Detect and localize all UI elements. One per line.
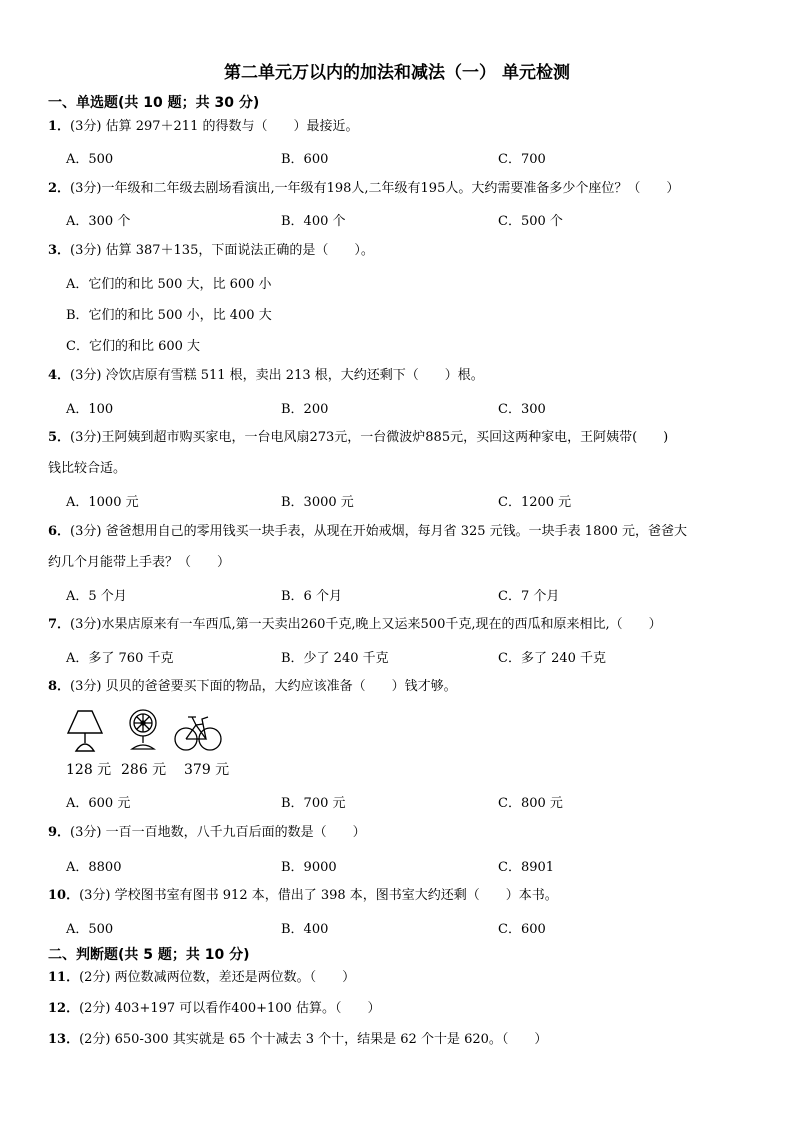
page-title: 第二单元万以内的加法和减法（一） 单元检测 bbox=[224, 63, 570, 83]
question-number: 6． bbox=[48, 524, 71, 539]
question-text: (2分) 两位数减两位数，差还是两位数。（ ） bbox=[79, 970, 356, 985]
question-8-items-figure bbox=[66, 707, 246, 781]
option-c[interactable]: C．多了 240 千克 bbox=[498, 651, 607, 666]
question-text: (3分) 一百一百地数，八千九百后面的数是（ ） bbox=[70, 825, 366, 840]
price-fan: 286 元 bbox=[121, 762, 167, 778]
option-c[interactable]: C．700 bbox=[498, 152, 546, 167]
question-number: 8． bbox=[48, 679, 71, 694]
question-number: 10． bbox=[48, 888, 80, 903]
question-number: 5． bbox=[48, 430, 71, 445]
question-text: (3分) 冷饮店原有雪糕 511 根，卖出 213 根，大约还剩下（ ）根。 bbox=[70, 368, 484, 383]
question-number: 2． bbox=[48, 181, 71, 196]
question-4 bbox=[48, 360, 758, 391]
option-c[interactable]: C．7 个月 bbox=[498, 589, 560, 604]
option-b[interactable]: B．少了 240 千克 bbox=[281, 651, 389, 666]
option-b[interactable]: B．3000 元 bbox=[281, 495, 354, 510]
fan-icon bbox=[130, 710, 156, 749]
option-b[interactable]: B．600 bbox=[281, 152, 329, 167]
question-3-option-a[interactable]: A．它们的和比 500 大，比 600 小 bbox=[66, 277, 272, 292]
option-a[interactable]: A．600 元 bbox=[66, 796, 131, 811]
question-number: 9． bbox=[48, 825, 71, 840]
question-2-options bbox=[66, 210, 746, 232]
option-a[interactable]: A．500 bbox=[66, 152, 114, 167]
question-number: 12． bbox=[48, 1001, 80, 1016]
question-1-options bbox=[66, 148, 746, 170]
question-9 bbox=[48, 817, 758, 848]
question-9-options bbox=[66, 856, 746, 878]
bicycle-icon bbox=[175, 717, 221, 750]
question-text: (3分)王阿姨到超市购买家电，一台电风扇273元，一台微波炉885元，买回这两种家电，王阿姨带( ) bbox=[70, 430, 669, 445]
question-6-options bbox=[66, 585, 746, 607]
question-text: (3分)一年级和二年级去剧场看演出,一年级有198人,二年级有195人。大约需要准备多少个座位？（ ） bbox=[70, 181, 680, 196]
question-1 bbox=[48, 111, 758, 142]
question-5-options bbox=[66, 491, 746, 513]
question-6 bbox=[48, 516, 758, 547]
question-6-continued: 约几个月能带上手表？（ ） bbox=[48, 555, 231, 570]
question-2 bbox=[48, 173, 758, 204]
option-a[interactable]: A．300 个 bbox=[66, 214, 131, 229]
section-true-false-heading: 二、判断题(共 5 题；共 10 分) bbox=[48, 947, 250, 963]
question-text: (3分) 贝贝的爸爸要买下面的物品，大约应该准备（ ）钱才够。 bbox=[70, 679, 457, 694]
question-number: 3． bbox=[48, 243, 71, 258]
question-text: (3分) 学校图书室有图书 912 本，借出了 398 本，图书室大约还剩（ ）本书。 bbox=[79, 888, 558, 903]
question-number: 7． bbox=[48, 617, 71, 632]
question-text: (3分)水果店原来有一车西瓜,第一天卖出260千克,晚上又运来500千克,现在的西瓜和原来相比,（ ） bbox=[70, 617, 662, 632]
question-8 bbox=[48, 671, 758, 702]
question-3 bbox=[48, 235, 758, 266]
option-a[interactable]: A．8800 bbox=[66, 860, 122, 875]
option-b[interactable]: B．9000 bbox=[281, 860, 337, 875]
question-text: (3分) 估算 297＋211 的得数与（ ）最接近。 bbox=[70, 119, 359, 134]
price-lamp: 128 元 bbox=[66, 762, 112, 778]
question-12 bbox=[48, 993, 758, 1024]
option-a[interactable]: A．1000 元 bbox=[66, 495, 139, 510]
option-a[interactable]: A．多了 760 千克 bbox=[66, 651, 174, 666]
price-bicycle: 379 元 bbox=[184, 762, 230, 778]
question-5 bbox=[48, 422, 758, 453]
question-4-options bbox=[66, 398, 746, 420]
question-number: 1． bbox=[48, 119, 71, 134]
lamp-icon bbox=[68, 711, 102, 751]
option-b[interactable]: B．700 元 bbox=[281, 796, 346, 811]
option-b[interactable]: B．400 bbox=[281, 922, 329, 937]
option-c[interactable]: C．1200 元 bbox=[498, 495, 572, 510]
question-text: (3分) 爸爸想用自己的零用钱买一块手表，从现在开始戒烟，每月省 325 元钱。一块手表 1800 元，爸爸大 bbox=[70, 524, 688, 539]
question-10-options bbox=[66, 918, 746, 940]
option-c[interactable]: C．800 元 bbox=[498, 796, 563, 811]
question-number: 11． bbox=[48, 970, 80, 985]
option-b[interactable]: B．6 个月 bbox=[281, 589, 342, 604]
question-3-option-b[interactable]: B．它们的和比 500 小，比 400 大 bbox=[66, 308, 272, 323]
question-7 bbox=[48, 609, 758, 640]
option-a[interactable]: A．100 bbox=[66, 402, 114, 417]
option-c[interactable]: C．500 个 bbox=[498, 214, 563, 229]
question-7-options bbox=[66, 647, 746, 669]
option-b[interactable]: B．400 个 bbox=[281, 214, 346, 229]
question-text: (2分) 403+197 可以看作400+100 估算。（ ） bbox=[79, 1001, 381, 1016]
question-10 bbox=[48, 880, 758, 911]
option-b[interactable]: B．200 bbox=[281, 402, 329, 417]
items-illustration bbox=[66, 707, 246, 757]
question-text: (2分) 650-300 其实就是 65 个十减去 3 个十，结果是 62 个十是 620。（ ） bbox=[79, 1032, 548, 1047]
option-a[interactable]: A．5 个月 bbox=[66, 589, 127, 604]
option-c[interactable]: C．600 bbox=[498, 922, 546, 937]
question-11 bbox=[48, 962, 758, 993]
section-single-choice-heading: 一、单选题(共 10 题；共 30 分) bbox=[48, 95, 260, 111]
question-8-options bbox=[66, 792, 746, 814]
option-c[interactable]: C．8901 bbox=[498, 860, 555, 875]
question-13 bbox=[48, 1024, 758, 1055]
option-c[interactable]: C．300 bbox=[498, 402, 546, 417]
option-a[interactable]: A．500 bbox=[66, 922, 114, 937]
question-number: 4． bbox=[48, 368, 71, 383]
question-text: (3分) 估算 387＋135，下面说法正确的是（ ）。 bbox=[70, 243, 374, 258]
question-3-option-c[interactable]: C．它们的和比 600 大 bbox=[66, 339, 201, 354]
question-number: 13． bbox=[48, 1032, 80, 1047]
question-5-continued: 钱比较合适。 bbox=[48, 461, 127, 476]
